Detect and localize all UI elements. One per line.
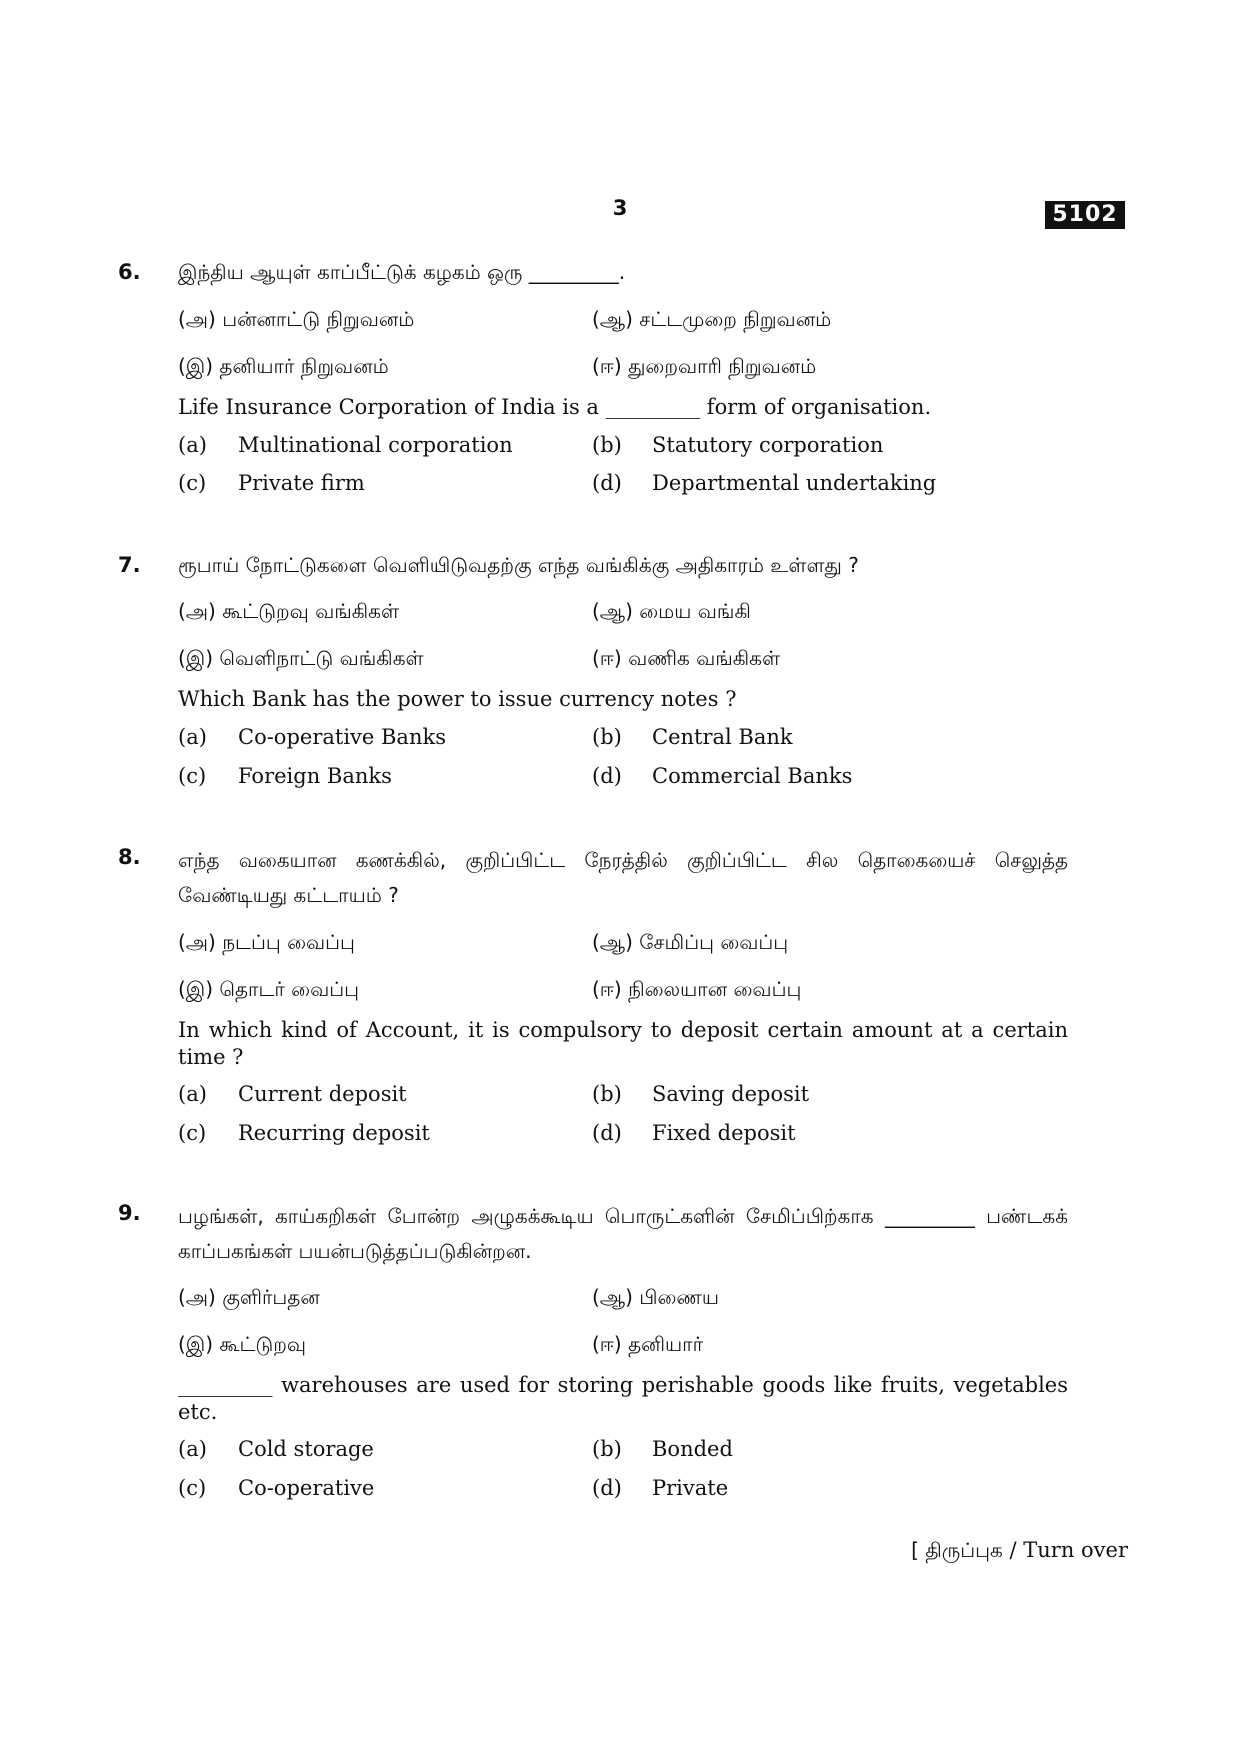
question-number: 6. [118, 260, 141, 284]
option-text: Central Bank [652, 725, 793, 749]
option-label: (d) [592, 764, 622, 788]
option-label: (c) [178, 1476, 207, 1500]
question-number: 9. [118, 1201, 141, 1225]
english-option-b [592, 1080, 809, 1108]
tamil-option-c: (இ) வெளிநாட்டு வங்கிகள் [178, 646, 424, 670]
english-option-b [592, 431, 883, 459]
tamil-option-c: (இ) தனியார் நிறுவனம் [178, 354, 389, 378]
option-label: (b) [592, 725, 622, 749]
option-text: Foreign Banks [238, 764, 392, 788]
tamil-option-d: (ஈ) துறைவாரி நிறுவனம் [592, 354, 817, 378]
tamil-option-d: (ஈ) நிலையான வைப்பு [592, 977, 802, 1001]
english-option-a [178, 431, 513, 459]
english-option-c [178, 762, 392, 790]
option-label: (d) [592, 471, 622, 495]
english-option-c [178, 1119, 430, 1147]
tamil-option-d: (ஈ) தனியார் [592, 1332, 704, 1356]
tamil-option-b: (ஆ) பிணைய [592, 1285, 720, 1309]
tamil-question-text: ரூபாய் நோட்டுகளை வெளியிடுவதற்கு எந்த வங்கிக்கு அதிகாரம் உள்ளது ? [178, 553, 859, 577]
option-text: Bonded [652, 1437, 733, 1461]
english-question-text: Which Bank has the power to issue currency notes ? [178, 687, 737, 711]
option-label: (a) [178, 433, 207, 457]
option-text: Statutory corporation [652, 433, 884, 457]
option-label: (a) [178, 725, 207, 749]
page-number: 3 [612, 196, 628, 220]
turn-over-tamil: [ திருப்புக [911, 1538, 1003, 1562]
english-option-b [592, 1435, 733, 1463]
english-option-d [592, 762, 852, 790]
english-question-text: In which kind of Account, it is compulsory to deposit certain amount at a certain time ? [178, 1018, 1068, 1069]
english-option-b [592, 723, 793, 751]
option-text: Departmental undertaking [652, 471, 937, 495]
tamil-option-b: (ஆ) சேமிப்பு வைப்பு [592, 930, 789, 954]
option-text: Current deposit [238, 1082, 407, 1106]
english-option-a [178, 723, 446, 751]
tamil-option-a: (அ) கூட்டுறவு வங்கிகள் [178, 599, 400, 623]
tamil-option-a: (அ) குளிர்பதன [178, 1285, 320, 1309]
option-label: (a) [178, 1437, 207, 1461]
question-number: 8. [118, 845, 141, 869]
option-label: (c) [178, 764, 207, 788]
english-option-c [178, 469, 365, 497]
english-option-d [592, 469, 936, 497]
tamil-option-b: (ஆ) மைய வங்கி [592, 599, 751, 623]
turn-over-note [911, 1536, 1128, 1564]
tamil-option-d: (ஈ) வணிக வங்கிகள் [592, 646, 780, 670]
tamil-question-text: பழங்கள், காய்கறிகள் போன்ற அழுகக்கூடிய பொருட்களின் சேமிப்பிற்காக _________ பண்டகக் காப்பகங்கள் பயன்படுத்தப்படுகின்றன. [178, 1204, 1068, 1263]
english-option-c [178, 1474, 374, 1502]
tamil-option-a: (அ) பன்னாட்டு நிறுவனம் [178, 307, 415, 331]
english-option-d [592, 1474, 728, 1502]
option-label: (d) [592, 1121, 622, 1145]
option-text: Private [652, 1476, 729, 1500]
paper-code-badge: 5102 [1045, 201, 1125, 229]
option-label: (c) [178, 471, 207, 495]
option-text: Co-operative Banks [238, 725, 446, 749]
english-option-a [178, 1080, 407, 1108]
tamil-question-text: இந்திய ஆயுள் காப்பீட்டுக் கழகம் ஒரு _________. [178, 260, 626, 284]
tamil-option-c: (இ) கூட்டுறவு [178, 1332, 306, 1356]
option-text: Private firm [238, 471, 365, 495]
option-text: Recurring deposit [238, 1121, 430, 1145]
tamil-option-b: (ஆ) சட்டமுறை நிறுவனம் [592, 307, 832, 331]
english-question-text: _________ warehouses are used for storing perishable goods like fruits, vegetables etc. [178, 1373, 1068, 1424]
option-label: (b) [592, 433, 622, 457]
option-text: Saving deposit [652, 1082, 810, 1106]
english-option-d [592, 1119, 796, 1147]
option-label: (a) [178, 1082, 207, 1106]
tamil-option-a: (அ) நடப்பு வைப்பு [178, 930, 355, 954]
option-label: (b) [592, 1437, 622, 1461]
option-text: Co-operative [238, 1476, 375, 1500]
turn-over-english: / Turn over [1009, 1538, 1128, 1562]
tamil-question-text: எந்த வகையான கணக்கில், குறிப்பிட்ட நேரத்தில் குறிப்பிட்ட சில தொகையைச் செலுத்த வேண்டியது கட்டாயம் ? [178, 848, 1068, 907]
option-text: Multinational corporation [238, 433, 513, 457]
tamil-option-c: (இ) தொடர் வைப்பு [178, 977, 360, 1001]
english-option-a [178, 1435, 374, 1463]
english-question-text: Life Insurance Corporation of India is a _________ form of organisation. [178, 395, 932, 419]
question-number: 7. [118, 553, 141, 577]
option-label: (d) [592, 1476, 622, 1500]
option-text: Cold storage [238, 1437, 374, 1461]
option-label: (b) [592, 1082, 622, 1106]
option-text: Commercial Banks [652, 764, 853, 788]
option-label: (c) [178, 1121, 207, 1145]
option-text: Fixed deposit [652, 1121, 796, 1145]
